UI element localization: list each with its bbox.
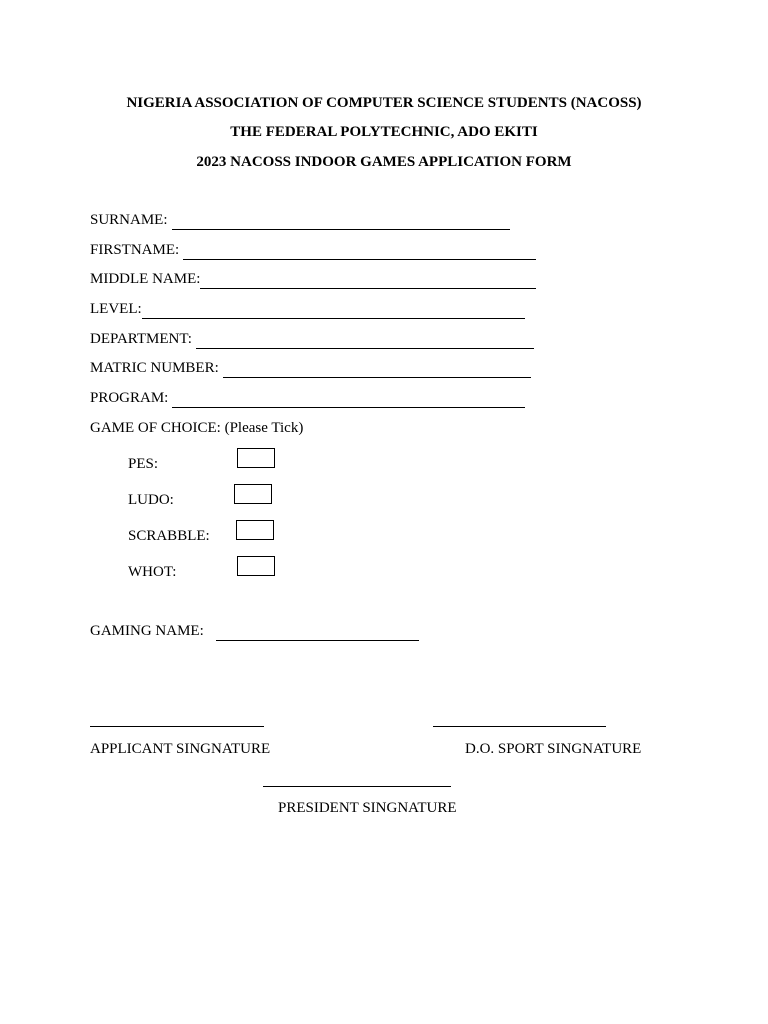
president-signature-label: PRESIDENT SINGNATURE (278, 800, 457, 816)
middle-name-line[interactable] (200, 273, 536, 289)
option-pes-label: PES: (128, 456, 159, 472)
program-label: PROGRAM: (90, 390, 169, 406)
level-field[interactable] (90, 299, 525, 319)
surname-line[interactable] (172, 214, 510, 230)
header-association: NIGERIA ASSOCIATION OF COMPUTER SCIENCE STUDENTS (NACOSS) (126, 95, 642, 111)
surname-field[interactable] (90, 210, 510, 230)
firstname-label: FIRSTNAME: (90, 242, 180, 258)
game-choice-title: GAME OF CHOICE: (Please Tick) (90, 420, 304, 436)
do-sport-signature-line[interactable] (433, 726, 606, 727)
option-scrabble-checkbox[interactable] (236, 520, 274, 540)
middle-name-label: MIDDLE NAME: (90, 271, 201, 287)
middle-name-field[interactable] (90, 269, 536, 289)
department-label: DEPARTMENT: (90, 331, 192, 347)
matric-number-field[interactable] (90, 358, 531, 378)
matric-number-line[interactable] (223, 362, 531, 378)
form-title: 2023 NACOSS INDOOR GAMES APPLICATION FORM (196, 154, 572, 170)
firstname-field[interactable] (90, 240, 536, 260)
surname-label: SURNAME: (90, 212, 168, 228)
do-sport-signature-label: D.O. SPORT SINGNATURE (465, 741, 642, 757)
option-pes-checkbox[interactable] (237, 448, 275, 468)
program-line[interactable] (172, 392, 525, 408)
matric-number-label: MATRIC NUMBER: (90, 360, 219, 376)
gaming-name-label: GAMING NAME: (90, 623, 204, 639)
level-line[interactable] (142, 303, 525, 319)
applicant-signature-label: APPLICANT SINGNATURE (90, 741, 271, 757)
option-whot-checkbox[interactable] (237, 556, 275, 576)
department-line[interactable] (196, 333, 534, 349)
program-field[interactable] (90, 388, 525, 408)
option-ludo-label: LUDO: (128, 492, 174, 508)
gaming-name-line[interactable] (216, 625, 419, 641)
header-institution: THE FEDERAL POLYTECHNIC, ADO EKITI (230, 124, 538, 140)
firstname-line[interactable] (183, 244, 536, 260)
department-field[interactable] (90, 329, 534, 349)
gaming-name-field[interactable] (90, 621, 419, 641)
applicant-signature-line[interactable] (90, 726, 264, 727)
option-whot-label: WHOT: (128, 564, 177, 580)
president-signature-line[interactable] (263, 786, 451, 787)
level-label: LEVEL: (90, 301, 142, 317)
option-scrabble-label: SCRABBLE: (128, 528, 210, 544)
option-ludo-checkbox[interactable] (234, 484, 272, 504)
